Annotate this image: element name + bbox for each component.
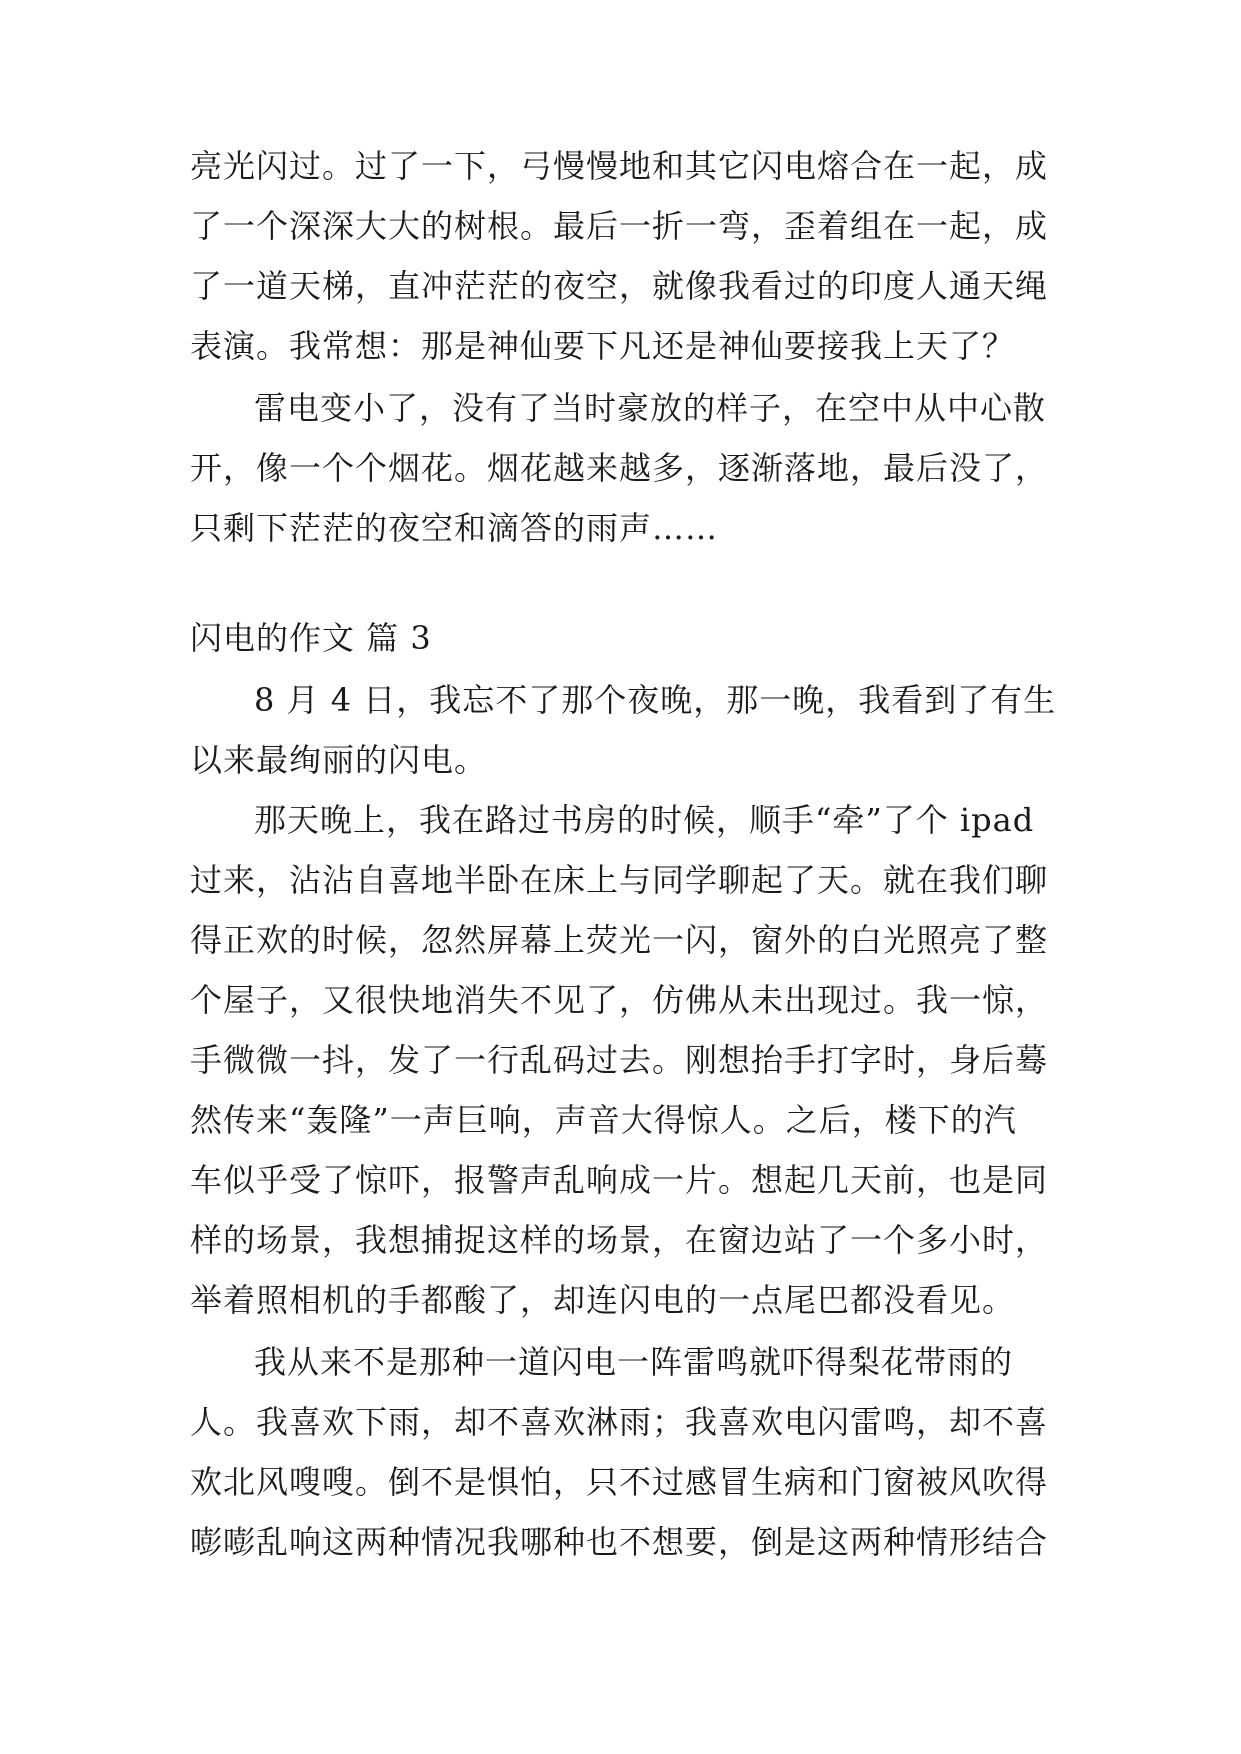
- paragraph-line: 举着照相机的手都酸了，却连闪电的一点尾巴都没看见。: [190, 1281, 1016, 1319]
- paragraph-line: 然传来“轰隆”一声巨响，声音大得惊人。之后，楼下的汽: [190, 1101, 1017, 1139]
- paragraph-line: 车似乎受了惊吓，报警声乱响成一片。想起几天前，也是同: [190, 1161, 1049, 1199]
- paragraph-line: 嘭嘭乱响这两种情况我哪种也不想要，倒是这两种情形结合: [190, 1523, 1049, 1561]
- paragraph-line: 只剩下茫茫的夜空和滴答的雨声……: [190, 509, 719, 547]
- paragraph-line: 亮光闪过。过了一下，弓慢慢地和其它闪电熔合在一起，成: [190, 147, 1049, 185]
- paragraph-line: 欢北风嗖嗖。倒不是惧怕，只不过感冒生病和门窗被风吹得: [190, 1463, 1049, 1501]
- paragraph-line: 个屋子，又很快地消失不见了，仿佛从未出现过。我一惊，: [190, 981, 1049, 1019]
- paragraph-line: 了一道天梯，直冲茫茫的夜空，就像我看过的印度人通天绳: [190, 267, 1049, 305]
- paragraph-line: 雷电变小了，没有了当时豪放的样子，在空中从中心散: [254, 389, 1047, 427]
- paragraph-line: 得正欢的时候，忽然屏幕上荧光一闪，窗外的白光照亮了整: [190, 921, 1049, 959]
- paragraph-line: 过来，沾沾自喜地半卧在床上与同学聊起了天。就在我们聊: [190, 861, 1049, 899]
- paragraph-line: 人。我喜欢下雨，却不喜欢淋雨；我喜欢电闪雷鸣，却不喜: [190, 1403, 1049, 1441]
- section-heading: 闪电的作文 篇 3: [190, 619, 432, 657]
- paragraph-line: 了一个深深大大的树根。最后一折一弯，歪着组在一起，成: [190, 207, 1049, 245]
- paragraph-line: 那天晚上，我在路过书房的时候，顺手“牵”了个 ipad: [254, 801, 1035, 839]
- paragraph-line: 样的场景，我想捕捉这样的场景，在窗边站了一个多小时，: [190, 1221, 1049, 1259]
- paragraph-line: 手微微一抖，发了一行乱码过去。刚想抬手打字时，身后蓦: [190, 1041, 1049, 1079]
- paragraph-line: 8 月 4 日，我忘不了那个夜晚，那一晚，我看到了有生: [254, 681, 1057, 719]
- paragraph-line: 开，像一个个烟花。烟花越来越多，逐渐落地，最后没了，: [190, 449, 1049, 487]
- paragraph-line: 我从来不是那种一道闪电一阵雷鸣就吓得梨花带雨的: [254, 1343, 1014, 1381]
- paragraph-line: 以来最绚丽的闪电。: [190, 741, 488, 779]
- paragraph-line: 表演。我常想：那是神仙要下凡还是神仙要接我上天了？: [190, 327, 1016, 365]
